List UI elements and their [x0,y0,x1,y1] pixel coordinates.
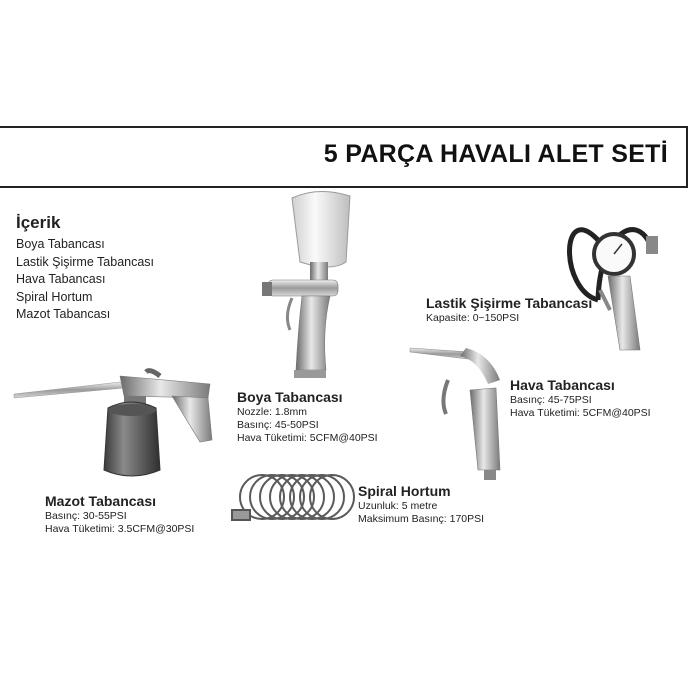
contents-item-diesel-gun: Mazot Tabancası [16,307,111,321]
tire-gun-info [426,294,592,325]
paint-gun-nozzle: Nozzle: 1.8mm [237,406,308,418]
paint-gun-info [237,388,378,445]
air-gun-image [410,348,500,480]
paint-gun-pressure: Basınç: 45-50PSI [237,419,319,431]
paint-gun-image [262,191,350,378]
air-gun-info [510,376,651,420]
air-gun-pressure: Basınç: 45-75PSI [510,394,592,406]
diesel-gun-name: Mazot Tabancası [45,493,156,509]
spiral-hose-length: Uzunluk: 5 metre [358,500,438,512]
contents-item-spiral-hose: Spiral Hortum [16,289,93,304]
diesel-gun-image [14,371,212,476]
spiral-hose-max-pressure: Maksimum Basınç: 170PSI [358,513,485,525]
spiral-hose-name: Spiral Hortum [358,483,451,499]
contents-heading: İçerik [16,213,61,232]
tire-gun-name: Lastik Şişirme Tabancası [426,295,593,311]
contents-item-tire-gun: Lastik Şişirme Tabancası [16,254,155,269]
air-gun-air-consumption: Hava Tüketimi: 5CFM@40PSI [510,407,651,419]
diesel-gun-info [45,492,194,536]
diesel-gun-pressure: Basınç: 30-55PSI [45,510,127,522]
contents-item-paint-gun: Boya Tabancası [16,237,105,251]
tire-gun-capacity: Kapasite: 0~150PSI [426,312,520,324]
tire-gun-image [570,230,659,350]
paint-gun-air-consumption: Hava Tüketimi: 5CFM@40PSI [237,432,378,444]
contents-item-air-gun: Hava Tabancası [16,272,106,286]
air-gun-name: Hava Tabancası [510,377,615,393]
page-title: 5 PARÇA HAVALI ALET SETİ [323,140,668,168]
diesel-gun-air-consumption: Hava Tüketimi: 3.5CFM@30PSI [45,523,195,535]
paint-gun-name: Boya Tabancası [237,389,343,405]
spiral-hose-info [358,482,484,526]
spiral-hose-image [232,475,354,520]
